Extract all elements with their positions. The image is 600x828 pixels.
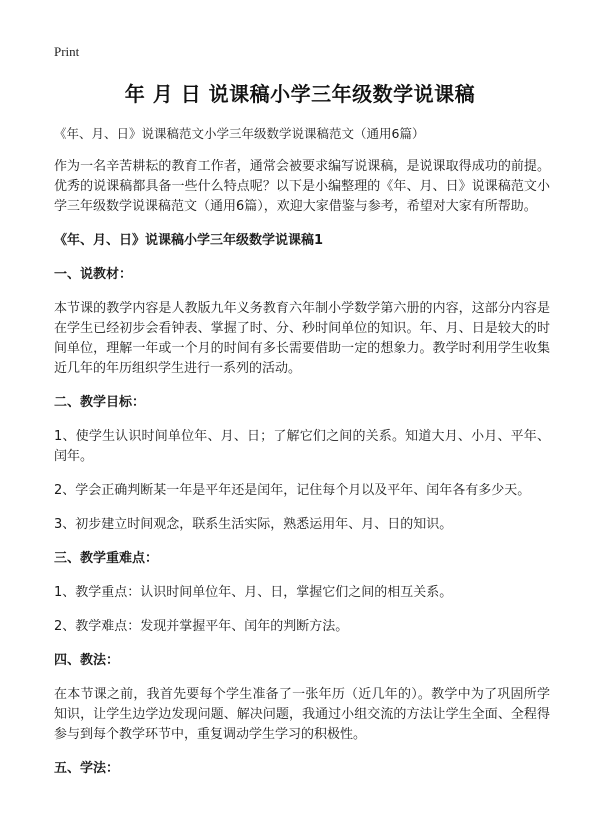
section-heading-key-points: 三、教学重难点： bbox=[54, 551, 159, 566]
document-body bbox=[54, 124, 550, 793]
section-paragraph: 1、教学重点：认识时间单位年、月、日，掌握它们之间的相互关系。 bbox=[54, 585, 453, 600]
print-link[interactable]: Print bbox=[54, 44, 80, 59]
section-paragraph: 在本节课之前，我首先要每个学生准备了一张年历（近几年的）。教学中为了巩固所学知识，让学生边学边发现问题、解决问题，我通过小组交流的方法让学生全面、全程得参与到每个教学环节中，重复调动学生学习的积极性。 bbox=[54, 687, 550, 742]
document-subtitle: 《年、月、日》说课稿范文小学三年级数学说课稿范文（通用6篇） bbox=[54, 126, 425, 141]
section-heading-teaching-method: 四、教法： bbox=[54, 653, 120, 668]
intro-paragraph: 作为一名辛苦耕耘的教育工作者，通常会被要求编写说课稿，是说课取得成功的前提。优秀的说课稿都具备一些什么特点呢？以下是小编整理的《年、月、日》说课稿范文小学三年级数学说课稿范文（通用6篇），欢迎大家借鉴与参考，希望对大家有所帮助。 bbox=[54, 159, 550, 214]
section-paragraph: 2、学会正确判断某一年是平年还是闰年，记住每个月以及平年、闰年各有多少天。 bbox=[54, 483, 531, 498]
article-heading: 《年、月、日》说课稿小学三年级数学说课稿1 bbox=[54, 233, 324, 248]
section-paragraph: 2、教学难点：发现并掌握平年、闰年的判断方法。 bbox=[54, 619, 349, 634]
page-title: 年 月 日 说课稿小学三年级数学说课稿 bbox=[124, 82, 476, 106]
section-paragraph: 1、使学生认识时间单位年、月、日；了解它们之间的关系。知道大月、小月、平年、闰年。 bbox=[54, 429, 550, 464]
section-heading-learning-method: 五、学法： bbox=[54, 761, 120, 776]
section-paragraph: 本节课的教学内容是人教版九年义务教育六年制小学数学第六册的内容，这部分内容是在学生已经初步会看钟表、掌握了时、分、秒时间单位的知识。年、月、日是较大的时间单位，理解一年或一个月的时间有多长需要借助一定的想象力。教学时利用学生收集近几年的年历组织学生进行一系列的活动。 bbox=[54, 301, 550, 376]
section-heading-teaching-material: 一、说教材： bbox=[54, 267, 133, 282]
section-paragraph: 3、初步建立时间观念，联系生活实际，熟悉运用年、月、日的知识。 bbox=[54, 517, 453, 532]
section-heading-teaching-goals: 二、教学目标： bbox=[54, 395, 146, 410]
